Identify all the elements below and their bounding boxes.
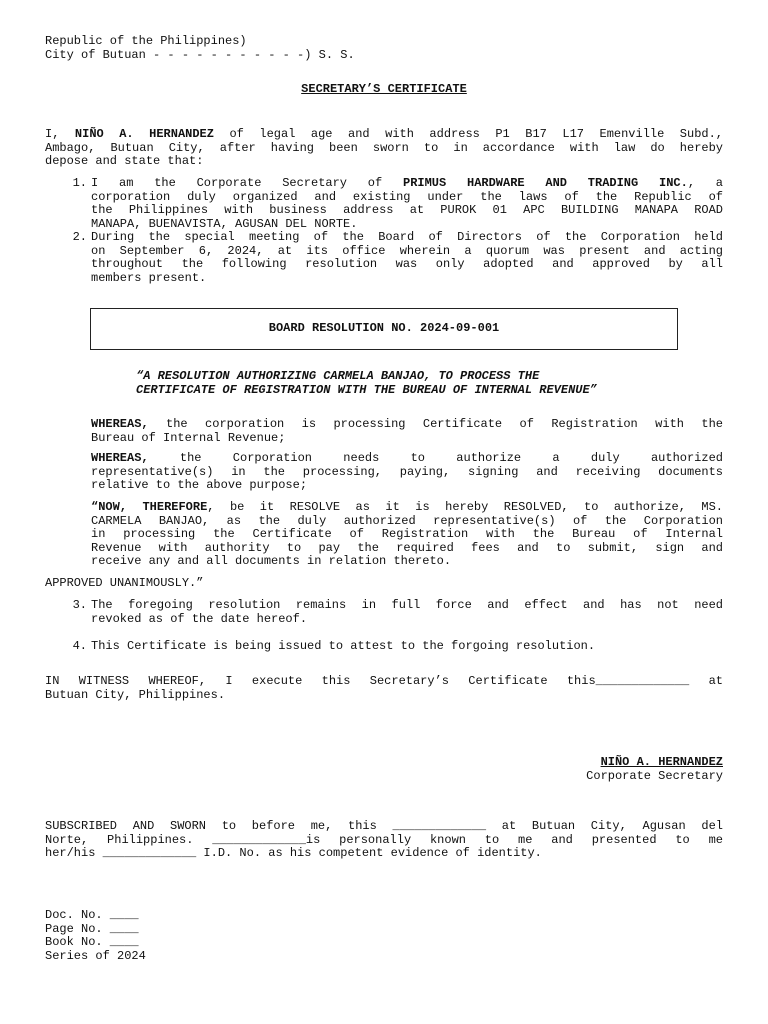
book-number: Book No. ____	[45, 935, 139, 949]
page-title: SECRETARY’S CERTIFICATE	[301, 82, 467, 96]
resolution-title: BOARD RESOLUTION NO. 2024-09-001	[268, 321, 500, 336]
item-number: 2.	[72, 230, 87, 244]
item-number: 3.	[72, 598, 87, 612]
doc-number: Doc. No. ____	[45, 908, 139, 922]
list-item	[0, 231, 768, 287]
header-line-2: City of Butuan - - - - - - - - - - -) S. S.	[45, 47, 355, 62]
item-text: During the special meeting of the Board of Directors of the Corporation held on September 6, 2024, at its office wherein a quorum was present and acting throughout the following resolution was only adopted and approved by all members present.	[91, 230, 723, 285]
witness-paragraph: IN WITNESS WHEREOF, I execute this Secretary’s Certificate this_____________ at Butuan City, Philippines.	[45, 674, 723, 702]
item-text: I am the Corporate Secretary of PRIMUS HARDWARE AND TRADING INC., a corporation duly organized and existing under the laws of the Republic of the Philippines with business address at PUROK 01 APC BUILDING MANAPA ROAD MANAPA, BUENAVISTA, AGUSAN DEL NORTE.	[91, 176, 724, 231]
signature-block	[586, 756, 723, 783]
intro-line-2: Ambago, Butuan City, after having been sworn to in accordance with law do hereby	[45, 140, 723, 155]
corporation-name: PRIMUS HARDWARE AND TRADING INC.	[403, 176, 688, 190]
venue-header	[45, 35, 355, 62]
intro-paragraph	[45, 128, 723, 169]
whereas-clause-2: WHEREAS, the Corporation needs to authorize a duly authorized representative(s) in the processing, paying, signing and receiving documents relative to the above purpose;	[91, 451, 723, 492]
resolved-clause: “NOW, THEREFORE, be it RESOLVE as it is hereby RESOLVED, to authorize, MS. CARMELA BANJAO, as the duly authorized representative(s) of the Corporation in processing the Certificate of Registration with the Bureau of Internal Revenue with authority to pay the required fees and to submit, sign and receive any and all documents in relation thereto.	[91, 500, 723, 568]
item-text: The foregoing resolution remains in full force and effect and has not need revoked as of the date hereof.	[91, 598, 723, 626]
item-number: 4.	[72, 639, 87, 653]
list-item	[0, 640, 768, 654]
page-number: Page No. ____	[45, 921, 139, 936]
resolution-caption: “A RESOLUTION AUTHORIZING CARMELA BANJAO, TO PROCESS THE CERTIFICATE OF REGISTRATION WITH THE BUREAU OF INTERNAL REVENUE”	[136, 369, 597, 397]
list-item	[0, 599, 768, 627]
approved-line: APPROVED UNANIMOUSLY.”	[45, 576, 204, 590]
series-year: Series of 2024	[45, 948, 146, 963]
intro-line-3: depose and state that:	[45, 154, 204, 168]
item-text: This Certificate is being issued to attest to the forgoing resolution.	[91, 639, 596, 653]
whereas-clause-1: WHEREAS, the corporation is processing Certificate of Registration with the Bureau of Internal Revenue;	[91, 417, 723, 445]
signatory-name: NIÑO A. HERNANDEZ	[600, 755, 723, 769]
header-line-1: Republic of the Philippines)	[45, 34, 247, 48]
signatory-role: Corporate Secretary	[586, 768, 723, 783]
affiant-name: NIÑO A. HERNANDEZ	[74, 127, 214, 141]
list-item	[0, 177, 768, 233]
item-number: 1.	[72, 176, 87, 190]
jurat-paragraph: SUBSCRIBED AND SWORN to before me, this _____________ at Butuan City, Agusan del Norte, Philippines. _____________is personally known to me and presented to me her/his _____________ I.D. No. as his competent evidence of identity.	[45, 819, 723, 860]
intro-line-1: I, NIÑO A. HERNANDEZ of legal age and with address P1 B17 L17 Emenville Subd.,	[45, 127, 724, 141]
resolution-title-box	[90, 308, 678, 350]
notarial-register	[45, 909, 146, 963]
